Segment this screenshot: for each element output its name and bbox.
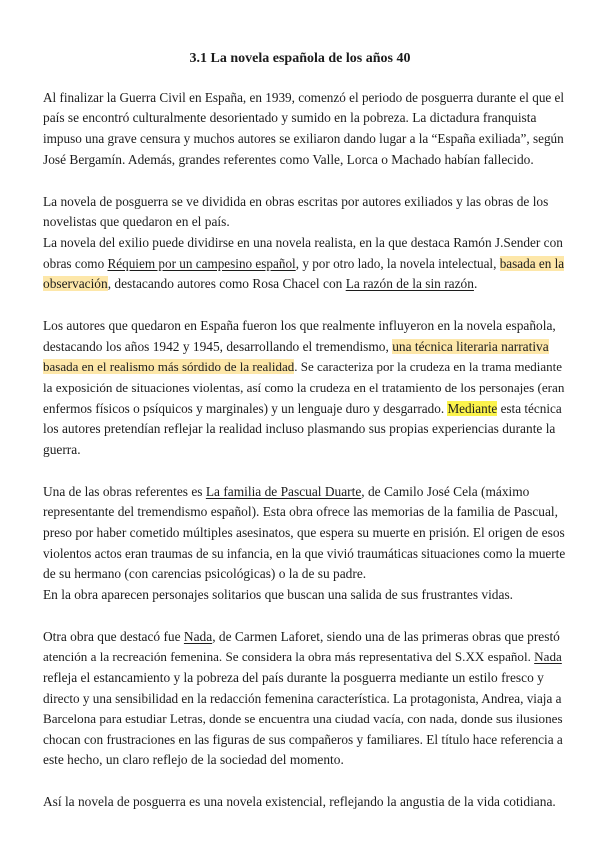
paragraph-5-line [43,647,563,667]
text-run: , de Camilo José Cela (máximo [361,484,530,499]
paragraph-4-line [43,482,563,502]
paragraph-2-line [43,254,563,274]
paragraph-5-line: chocan con frustraciones en las figuras de sus compañeros y familiares. El título hace referencia a [43,732,563,747]
paragraph-3-line [43,337,563,357]
text-run: atención a la recreación femenina. Se considera la obra más representativa del S.XX español. [43,649,535,664]
paragraph-5-line: Barcelona para estudiar Letras, donde se encuentra una ciudad vacía, con nada, donde sus ilusiones [43,711,563,726]
paragraph-3-line: Los autores que quedaron en España fueron los que realmente influyeron en la novela española, [43,318,556,333]
paragraph-3-line [43,399,563,419]
paragraph-4-line: En la obra aparecen personajes solitarios que buscan una salida de sus frustrantes vidas. [43,587,514,602]
paragraph-3-line: los autores pretendían reflejar la realidad incluso plasmando sus propias experiencias durante la [43,421,556,436]
section-title: 3.1 La novela española de los años 40 [189,51,411,66]
paragraph-2-line: La novela de posguerra se ve dividida en obras escritas por autores exiliados y las obras de los [43,194,549,209]
text-run: destacando los años 1942 y 1945, desarrollando el tremendismo, [43,339,393,354]
paragraph-4-line: representante del tremendismo español). Esta obra ofrece las memorias de la familia de Pascual, [43,504,558,519]
paragraph-4-line: de su hermano (con carencias psicológicas) o la de su padre. [43,566,367,581]
highlighted-text: observación [43,276,108,291]
paragraph-1-line: José Bergamín. Además, grandes referentes como Valle, Lorca o Machado habían fallecido. [43,152,534,167]
paragraph-4-line: violentos actos eran traumas de su infancia, en la que vivió traumáticas situaciones como la muerte [43,546,566,561]
text-run: enfermos físicos o psíquicos y marginales) y un lenguaje duro y desgarrado. [43,401,448,416]
book-title-nada: Nada [534,649,562,664]
text-run: Otra obra que destacó fue [43,629,184,644]
paragraph-3-line [43,357,563,377]
paragraph-1-line: país se encontró culturalmente desorientado y sumido en la pobreza. La dictadura franquista [43,110,537,125]
paragraph-3-line: la exposición de situaciones violentas, así como la crudeza en el tratamiento de los personajes (eran [43,380,565,395]
paragraph-4-line: preso por haber cometido múltiples asesinatos, que espera su muerte en prisión. El origen de esos [43,525,565,540]
highlighted-text: una técnica literaria narrativa [392,339,549,354]
book-title-pascual-duarte: La familia de Pascual Duarte [205,484,362,499]
text-run: , y por otro lado, la novela intelectual, [295,256,500,271]
paragraph-5-line: refleja el estancamiento y la pobreza del país durante la posguerra mediante un estilo fresco y [43,670,544,685]
paragraph-2-line: novelistas que quedaron en el país. [43,214,230,229]
book-title-la-razon: La razón de la sin razón [345,276,474,291]
paragraph-1-line: impuso una grave censura y muchos autores se exiliaron dando lugar a la “España exiliada”, según [43,131,564,146]
paragraph-2-line: La novela del exilio puede dividirse en una novela realista, en la que destaca Ramón J.Sender con [43,235,563,250]
paragraph-5-line: directo y una sensibilidad en la redacción femenina característica. La protagonista, Andrea, viaja a [43,691,562,706]
book-title-nada: Nada [183,629,213,644]
text-run: obras como [43,256,108,271]
text-run: , de Carmen Laforet, siendo una de las primeras obras que prestó [212,629,560,644]
highlighted-text: basada en el realismo más sórdido de la realidad [43,359,295,374]
paragraph-1-line: Al finalizar la Guerra Civil en España, en 1939, comenzó el periodo de posguerra durante el que el [43,90,565,105]
book-title-requiem: Réquiem por un campesino español [107,256,296,271]
paragraph-5-line: este hecho, un claro reflejo de la sociedad del momento. [43,752,344,767]
text-run: , destacando autores como Rosa Chacel con [107,276,346,291]
text-run: . Se caracteriza por la crudeza en la trama mediante [294,359,563,374]
paragraph-3-line: guerra. [43,442,81,457]
paragraph-5-line [43,627,563,647]
paragraph-2-line [43,274,563,294]
text-run: . [473,276,478,291]
highlighted-text: basada en la [499,256,565,271]
paragraph-6-line: Así la novela de posguerra es una novela existencial, reflejando la angustia de la vida cotidiana. [43,794,556,809]
text-run: Una de las obras referentes es [43,484,206,499]
highlighted-text: Mediante [447,401,498,416]
text-run: esta técnica [497,401,562,416]
